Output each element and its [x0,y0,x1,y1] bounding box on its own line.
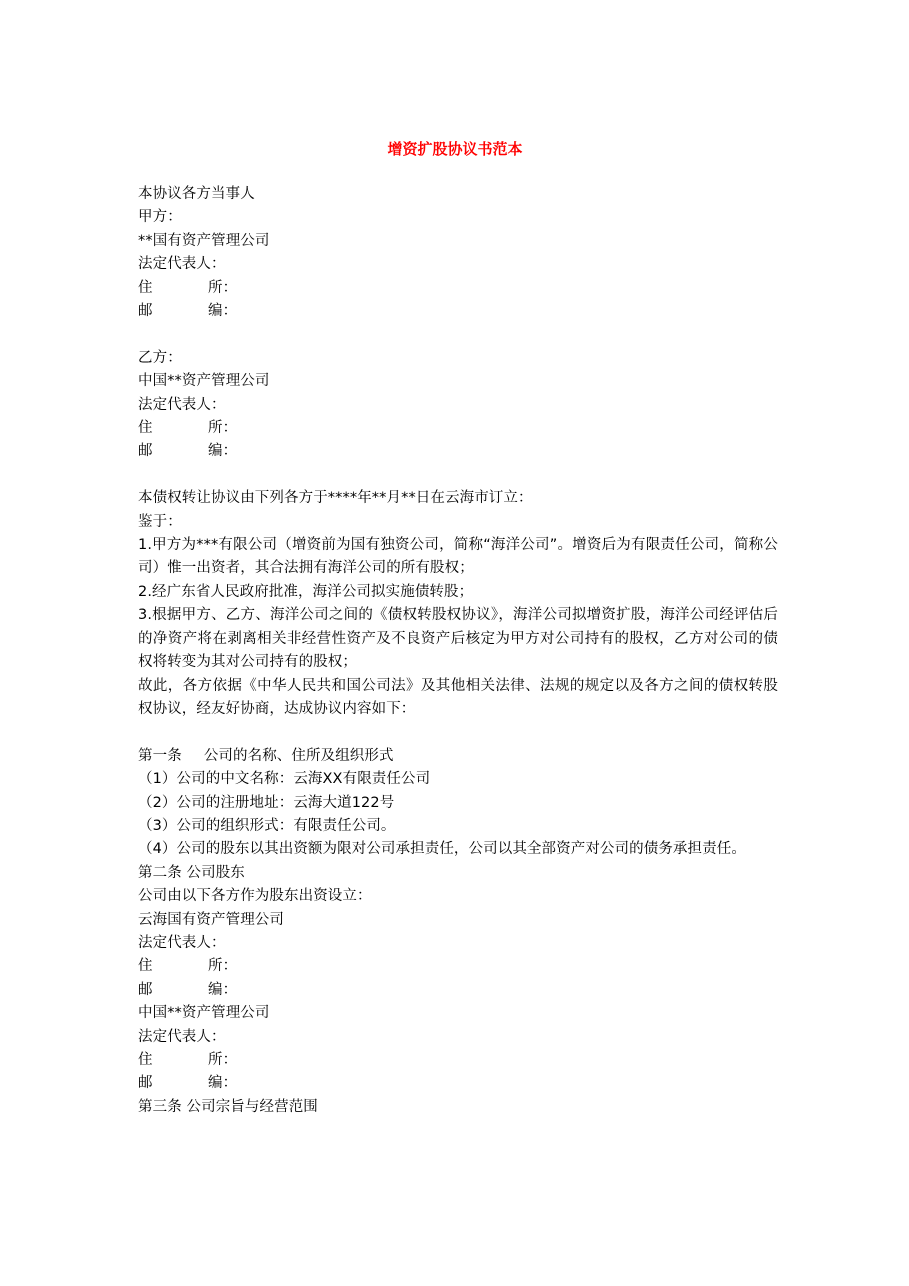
shareholder-1-address [138,955,778,978]
whereas-heading: 鉴于： [138,513,182,530]
recital-1: 1.甲方为***有限公司（增资前为国有独资公司，简称“海洋公司”。增资后为有限责任公司，简称公司）惟一出资者，其合法拥有海洋公司的所有股权； [138,537,778,577]
intro-paragraph: 本债权转让协议由下列各方于****年**月**日在云海市订立： [138,490,533,507]
shareholder-1-zip [138,979,778,1002]
address-label-b: 所： [208,420,238,437]
article-3-heading: 第三条 公司宗旨与经营范围 [138,1098,318,1115]
zip-label-b: 编： [208,981,238,998]
shareholder-2-name: 中国**资产管理公司 [138,1005,270,1022]
article-1-item-2: （2）公司的注册地址：云海大道122号 [138,794,395,811]
article-number: 第一条 [138,747,182,764]
address-label-a: 住 [138,1051,153,1068]
recital-2: 2.经广东省人民政府批准，海洋公司拟实施债转股； [138,583,474,600]
address-label-b: 所： [208,958,238,975]
document-body [138,183,778,1119]
document-title: 增资扩股协议书范本 [387,140,523,158]
parties-heading: 本协议各方当事人 [138,186,255,202]
spacer [138,323,778,346]
therefore-paragraph: 故此，各方依据《中华人民共和国公司法》及其他相关法律、法规的规定以及各方之间的债权转股权协议，经友好协商，达成协议内容如下： [138,677,778,717]
address-label-a: 住 [138,279,153,296]
article-1-item-1: （1）公司的中文名称：云海XX有限责任公司 [138,771,431,788]
party-b-name: 中国**资产管理公司 [138,373,270,390]
address-label-a: 住 [138,420,153,437]
shareholder-1-name: 云海国有资产管理公司 [138,911,284,928]
zip-label-a: 邮 [138,303,153,320]
shareholder-2-address [138,1049,778,1072]
article-1-heading [138,745,778,768]
article-1-item-3: （3）公司的组织形式：有限责任公司。 [138,817,396,834]
zip-label-b: 编： [208,303,238,320]
party-a-zip [138,300,778,323]
shareholder-2-zip [138,1072,778,1095]
spacer [138,721,778,744]
party-a-label: 甲方： [138,209,182,226]
address-label-b: 所： [208,279,238,296]
zip-label-b: 编： [208,1075,238,1092]
recital-3: 3.根据甲方、乙方、海洋公司之间的《债权转股权协议》，海洋公司拟增资扩股，海洋公司经评估后的净资产将在剥离相关非经营性资产及不良资产后核定为甲方对公司持有的股权，乙方对公司的债权将转变为其对公司持有的股权； [138,607,778,671]
zip-label-b: 编： [208,443,238,460]
party-b-label: 乙方： [138,349,182,366]
address-label-b: 所： [208,1051,238,1068]
party-b-rep: 法定代表人： [138,396,226,413]
party-b-zip [138,440,778,463]
zip-label-a: 邮 [138,981,153,998]
zip-label-a: 邮 [138,1075,153,1092]
spacer [138,464,778,487]
party-b-address [138,417,778,440]
article-2-heading: 第二条 公司股东 [138,864,245,881]
shareholder-2-rep: 法定代表人： [138,1028,226,1045]
article-2-intro: 公司由以下各方作为股东出资设立： [138,888,372,905]
article-title: 公司的名称、住所及组织形式 [203,747,394,764]
party-a-rep: 法定代表人： [138,256,226,273]
party-a-address [138,277,778,300]
zip-label-a: 邮 [138,443,153,460]
shareholder-1-rep: 法定代表人： [138,934,226,951]
party-a-name: **国有资产管理公司 [138,232,270,249]
article-1-item-4: （4）公司的股东以其出资额为限对公司承担责任，公司以其全部资产对公司的债务承担责任。 [138,841,746,858]
address-label-a: 住 [138,958,153,975]
